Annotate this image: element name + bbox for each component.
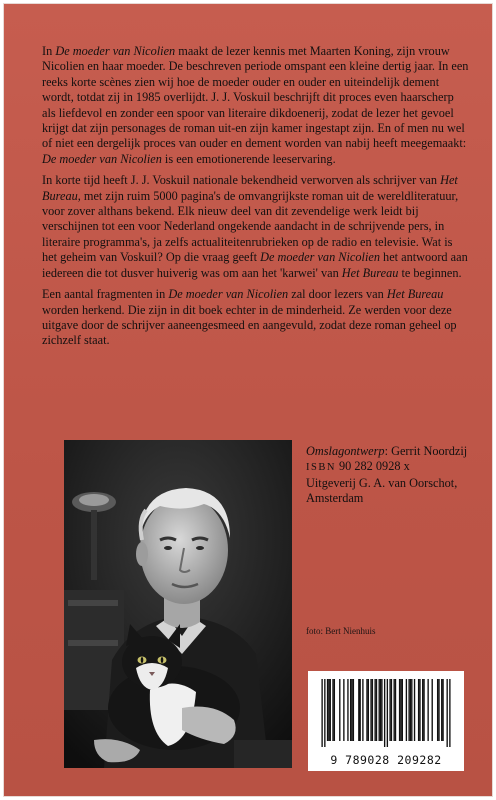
- blurb-text: [42, 44, 470, 355]
- barcode-bar: [321, 679, 322, 747]
- author-photo: [64, 440, 292, 768]
- barcode-bar: [437, 679, 438, 741]
- barcode-bar: [350, 679, 351, 741]
- barcode-bar: [441, 679, 442, 741]
- text-run: In korte tijd heeft J. J. Voskuil nationale bekendheid verworven als schrijver van: [42, 173, 441, 188]
- barcode-bar: [442, 679, 443, 741]
- barcode-bar: [347, 679, 348, 741]
- book-title: De moeder van Nicolien: [168, 287, 289, 302]
- barcode-bar: [406, 679, 407, 741]
- barcode-bar: [372, 679, 373, 741]
- barcode-bar: [353, 679, 354, 741]
- barcode-bar: [399, 679, 400, 741]
- blurb-paragraph-2: [42, 173, 470, 281]
- book-title: De moeder van Nicolien: [55, 44, 176, 58]
- barcode-bar: [410, 679, 411, 741]
- barcode-bar: [422, 679, 423, 741]
- book-title: Het Bureau: [341, 265, 399, 280]
- barcode-bar: [418, 679, 419, 741]
- text-run: is een emotionerende leeservaring.: [161, 151, 336, 166]
- isbn-line: [306, 459, 486, 475]
- cover-designer: : Gerrit Noordzij: [384, 444, 468, 458]
- barcode-bar: [327, 679, 328, 741]
- barcode-bar: [423, 679, 424, 741]
- barcode-bar: [370, 679, 371, 741]
- barcode-bar: [446, 679, 447, 747]
- barcode-bar: [389, 679, 390, 741]
- barcode-bar: [387, 679, 388, 747]
- publisher-name: Uitgeverij G. A. van Oorschot,: [306, 475, 458, 490]
- book-title: De moeder van Nicolien: [42, 151, 162, 166]
- publisher-city: Amsterdam: [306, 491, 364, 506]
- barcode-bar: [419, 679, 420, 741]
- barcode-bar: [368, 679, 369, 741]
- barcode-bar: [381, 679, 382, 741]
- barcode-bar: [391, 679, 392, 741]
- book-back-cover: [4, 4, 492, 796]
- text-run: het antwoord aan iedereen die tot dusver huiverig was om aan het 'karwei' van: [42, 250, 468, 280]
- barcode-bar: [343, 679, 344, 741]
- barcode-bar: [449, 679, 450, 747]
- blurb-paragraph-1: [42, 44, 470, 167]
- barcode-bar: [402, 679, 403, 741]
- barcode-bar: [328, 679, 329, 741]
- text-run: maakt de lezer kennis met Maarten Koning, zijn vrouw Nicolien en haar moeder. De beschreven periode omspant een kleine dertig jaar. In een reeks korte scènes zien wij hoe de moeder ouder en ouder en uiteindelijk dement wordt, totdat zij in 1985 overlijdt. J. J. Voskuil beschrijft dit proces even haarscherp als liefdevol en zonder een spoor van literaire dikdoenerij, zodat de lezer het gevoel krijgt dat zijn personages de roman uit-en zijn kamer ingestapt zijn. En of men nu wel of niet een dergelijk proces van ouder en dement worden van nabij heeft meegemaakt:: [42, 44, 469, 151]
- text-run: worden herkend. Die zijn in dit boek echter in de minderheid. Ze werden voor deze uitgave door de schrijver aaneengesmeed en aangevuld, zodat deze roman geheel op zichzelf staat.: [42, 302, 457, 348]
- barcode-bar: [432, 679, 433, 741]
- barcode-bar: [395, 679, 396, 741]
- photo-credit: foto: Bert Nienhuis: [306, 626, 376, 636]
- cover-design-label: Omslagontwerp: [306, 444, 385, 458]
- barcode-bar: [339, 679, 340, 741]
- barcode-bar: [411, 679, 412, 741]
- cover-design-line: [306, 444, 486, 459]
- barcode-bar: [351, 679, 352, 741]
- barcode-bar: [366, 679, 367, 741]
- barcode-bar: [374, 679, 375, 741]
- barcode-bar: [332, 679, 333, 741]
- barcode-bar: [414, 679, 415, 741]
- barcode-bar: [380, 679, 381, 741]
- barcode-bar: [334, 679, 335, 741]
- barcode-bar: [358, 679, 359, 741]
- blurb-paragraph-3: [42, 287, 470, 349]
- isbn-label: ISBN: [306, 462, 336, 474]
- barcode-bar: [400, 679, 401, 741]
- barcode-bar: [393, 679, 394, 741]
- text-run: , met zijn ruim 5000 pagina's de omvangrijkste roman uit de wereldliteratuur, voor zover althans bekend. Elk nieuw deel van dit zevendelige werk leidt bij verschijnen tot een voor Nederland ongekende aandacht in de schrijvende pers, in literaire programma's, ja zelfs actualiteitenrubrieken op de radio en televisie. Wat is het geheim van Voskuil? Op die vraag geeft: [42, 188, 459, 265]
- barcode: [308, 671, 464, 771]
- book-title: Het Bureau: [386, 287, 444, 302]
- isbn-value: 90 282 0928 x: [335, 459, 410, 474]
- book-title: De moeder van Nicolien: [260, 250, 380, 265]
- text-run: zal door lezers van: [288, 287, 387, 302]
- text-run: Een aantal fragmenten in: [42, 287, 169, 302]
- barcode-bars: [316, 679, 456, 747]
- barcode-bar: [379, 679, 380, 741]
- barcode-bar: [376, 679, 377, 741]
- text-run: In: [42, 44, 56, 58]
- book-title: Het Bureau: [42, 173, 458, 203]
- barcode-bar: [408, 679, 409, 741]
- author-with-cat-illustration: [64, 440, 292, 768]
- cover-credits: [306, 444, 486, 507]
- barcode-bar: [438, 679, 439, 741]
- barcode-bar: [360, 679, 361, 741]
- barcode-bar: [324, 679, 325, 747]
- barcode-bar: [330, 679, 331, 741]
- text-run: te beginnen.: [398, 265, 462, 280]
- barcode-number: 9 789028 209282: [330, 753, 442, 767]
- barcode-bar: [384, 679, 385, 747]
- barcode-bar: [427, 679, 428, 741]
- barcode-bar: [362, 679, 363, 741]
